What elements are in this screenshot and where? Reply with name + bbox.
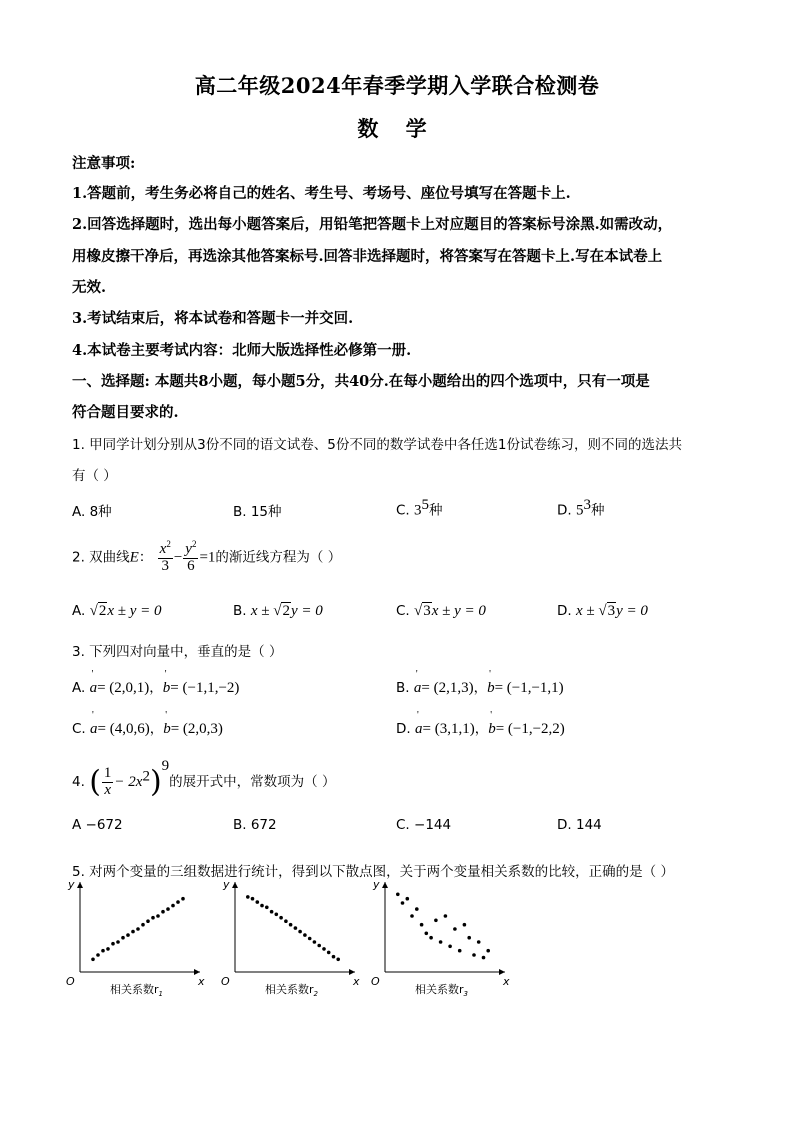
q3-stem: 3. 下列四对向量中，垂直的是（ ） xyxy=(72,644,283,660)
scatter-point xyxy=(136,927,140,931)
scatter-plot-1 xyxy=(66,880,205,998)
y-axis-arrow xyxy=(382,882,388,888)
y-axis-label: y xyxy=(373,880,380,891)
q2-option-b: B. x ± √2y = 0 xyxy=(233,603,323,619)
origin-label: O xyxy=(66,975,75,988)
q2-option-c: C. √3x ± y = 0 xyxy=(396,603,486,619)
notes-heading: 注意事项: xyxy=(72,155,136,172)
plot-caption-subscript: 3 xyxy=(463,990,468,998)
x-axis-label: x xyxy=(503,975,510,988)
q5-scatter-plots xyxy=(60,880,520,1005)
note-4: 4.本试卷主要考试内容：北师大版选择性必修第一册. xyxy=(72,342,412,359)
scatter-point xyxy=(472,953,476,957)
scatter-point xyxy=(448,945,452,949)
q5-stem: 5. 对两个变量的三组数据进行统计，得到以下散点图，关于两个变量相关系数的比较，正确的是（ ） xyxy=(72,864,674,880)
q2-fraction-y: $\frac{y^2}{6}$ xyxy=(185,539,197,574)
scatter-point xyxy=(256,900,260,904)
exam-title: 高二年级2024年春季学期入学联合检测卷 xyxy=(194,73,600,98)
q2-stem: 2. 双曲线E： $\frac{x^2}{3}$ − $\frac{y^2}{6}$ =1的渐近线方程为（ ） xyxy=(72,539,342,574)
y-axis-label: y xyxy=(223,880,230,891)
note-2-line-1: 2.回答选择题时，选出每小题答案后，用铅笔把答题卡上对应题目的答案标号涂黑.如需改动， xyxy=(72,216,673,233)
y-axis-arrow xyxy=(232,882,238,888)
scatter-point xyxy=(415,907,419,911)
scatter-point xyxy=(166,907,170,911)
scatter-point xyxy=(141,923,145,927)
scatter-point xyxy=(96,953,100,957)
scatter-point xyxy=(91,958,95,962)
origin-label: O xyxy=(371,975,380,988)
section-1-line-2: 符合题目要求的. xyxy=(72,404,179,421)
scatter-point xyxy=(420,923,424,927)
scatter-point xyxy=(458,949,462,953)
scatter-point xyxy=(284,919,288,923)
scatter-point xyxy=(116,940,120,944)
scatter-point xyxy=(308,937,312,941)
q1-option-d: D. $5^3$种 xyxy=(557,497,605,519)
q3-option-c: C. ' a= (4,0,6)，' b= (2,0,3) xyxy=(72,717,223,738)
q2-option-d: D. x ± √3y = 0 xyxy=(557,603,648,619)
x-axis-label: x xyxy=(198,975,205,988)
scatter-point xyxy=(131,930,135,934)
note-2-line-2: 用橡皮擦干净后，再选涂其他答案标号.回答非选择题时，将答案写在答题卡上.写在本试卷上 xyxy=(72,248,663,265)
q4-stem: 4. ( $\frac{1}{x}$ − $2x^2)^9$的展开式中，常数项为（ ） xyxy=(72,758,336,800)
q1-stem-line-2: 有（ ） xyxy=(72,468,117,484)
note-1: 1.答题前，考生务必将自己的姓名、考生号、考场号、座位号填写在答题卡上. xyxy=(72,185,571,202)
scatter-point xyxy=(425,932,429,936)
scatter-point xyxy=(181,897,185,901)
scatter-point xyxy=(289,923,293,927)
scatter-point xyxy=(429,936,433,940)
scatter-point xyxy=(401,901,405,905)
plot-caption: 相关系数$r_1$ xyxy=(110,983,163,998)
scatter-point xyxy=(260,904,264,908)
scatter-point xyxy=(444,914,448,918)
scatter-point xyxy=(396,893,400,897)
scatter-point xyxy=(265,906,269,910)
plot-caption-subscript: 2 xyxy=(313,990,318,998)
y-axis-label: y xyxy=(68,880,75,891)
q2-option-a: A. √2x ± y = 0 xyxy=(72,603,162,619)
scatter-plot-3 xyxy=(371,880,510,998)
scatter-point xyxy=(467,936,471,940)
scatter-point xyxy=(251,897,255,901)
q2-fraction-x: $\frac{x^2}{3}$ xyxy=(159,539,171,574)
x-axis-label: x xyxy=(353,975,360,988)
q1-option-a: A. 8种 xyxy=(72,504,112,520)
q3-option-b: B. ' a= (2,1,3)，' b= (−1,−1,1) xyxy=(396,676,564,697)
plot-caption: 相关系数$r_3$ xyxy=(415,983,468,998)
scatter-point xyxy=(111,942,115,946)
exam-subject: 数 学 xyxy=(357,116,437,141)
note-2-line-3: 无效. xyxy=(72,279,107,296)
plot-caption-subscript: 1 xyxy=(158,990,163,998)
scatter-point xyxy=(121,936,125,940)
scatter-point xyxy=(303,933,307,937)
scatter-point xyxy=(332,955,336,959)
scatter-point xyxy=(322,947,326,951)
plot-caption: 相关系数$r_2$ xyxy=(265,983,318,998)
scatter-point xyxy=(151,916,155,920)
scatter-point xyxy=(406,897,410,901)
scatter-point xyxy=(279,916,283,920)
scatter-point xyxy=(146,919,150,923)
scatter-point xyxy=(410,914,414,918)
scatter-point xyxy=(313,940,317,944)
scatter-point xyxy=(270,910,274,914)
scatter-plot-2 xyxy=(221,880,360,998)
origin-label: O xyxy=(221,975,230,988)
scatter-point xyxy=(298,930,302,934)
q1-option-b: B. 15种 xyxy=(233,504,282,520)
note-3: 3.考试结束后，将本试卷和答题卡一并交回. xyxy=(72,310,354,327)
q1-option-c: C. $3^5$种 xyxy=(396,497,443,519)
scatter-point xyxy=(453,927,457,931)
scatter-point xyxy=(176,900,180,904)
scatter-point xyxy=(156,914,160,918)
q3-option-d: D. ' a= (3,1,1)，' b= (−1,−2,2) xyxy=(396,717,565,738)
scatter-point xyxy=(477,940,481,944)
q4-option-b: B. 672 xyxy=(233,817,277,833)
scatter-point xyxy=(171,904,175,908)
scatter-point xyxy=(294,926,298,930)
q4-fraction: $\frac{1}{x}$ xyxy=(103,764,112,798)
q3-option-a: A. ' a= (2,0,1)，' b= (−1,1,−2) xyxy=(72,676,239,697)
q4-option-a: A −672 xyxy=(72,817,123,833)
q4-option-c: C. −144 xyxy=(396,817,452,833)
scatter-point xyxy=(336,958,340,962)
y-axis-arrow xyxy=(77,882,83,888)
scatter-point xyxy=(106,947,110,951)
scatter-point xyxy=(434,919,438,923)
scatter-point xyxy=(275,913,279,917)
scatter-point xyxy=(463,923,467,927)
scatter-point xyxy=(101,949,105,953)
scatter-point xyxy=(486,949,490,953)
section-1-line-1: 一、选择题: 本题共8小题，每小题5分，共40分.在每小题给出的四个选项中，只有一项是 xyxy=(72,373,650,390)
scatter-point xyxy=(439,940,443,944)
scatter-point xyxy=(161,910,165,914)
q1-stem-line-1: 1. 甲同学计划分别从3份不同的语文试卷、5份不同的数学试卷中各任选1份试卷练习，则不同的选法共 xyxy=(72,437,682,453)
scatter-point xyxy=(246,895,250,899)
scatter-point xyxy=(482,956,486,960)
scatter-point xyxy=(327,951,331,955)
q4-option-d: D. 144 xyxy=(557,817,602,833)
scatter-point xyxy=(317,944,321,948)
scatter-point xyxy=(126,933,130,937)
